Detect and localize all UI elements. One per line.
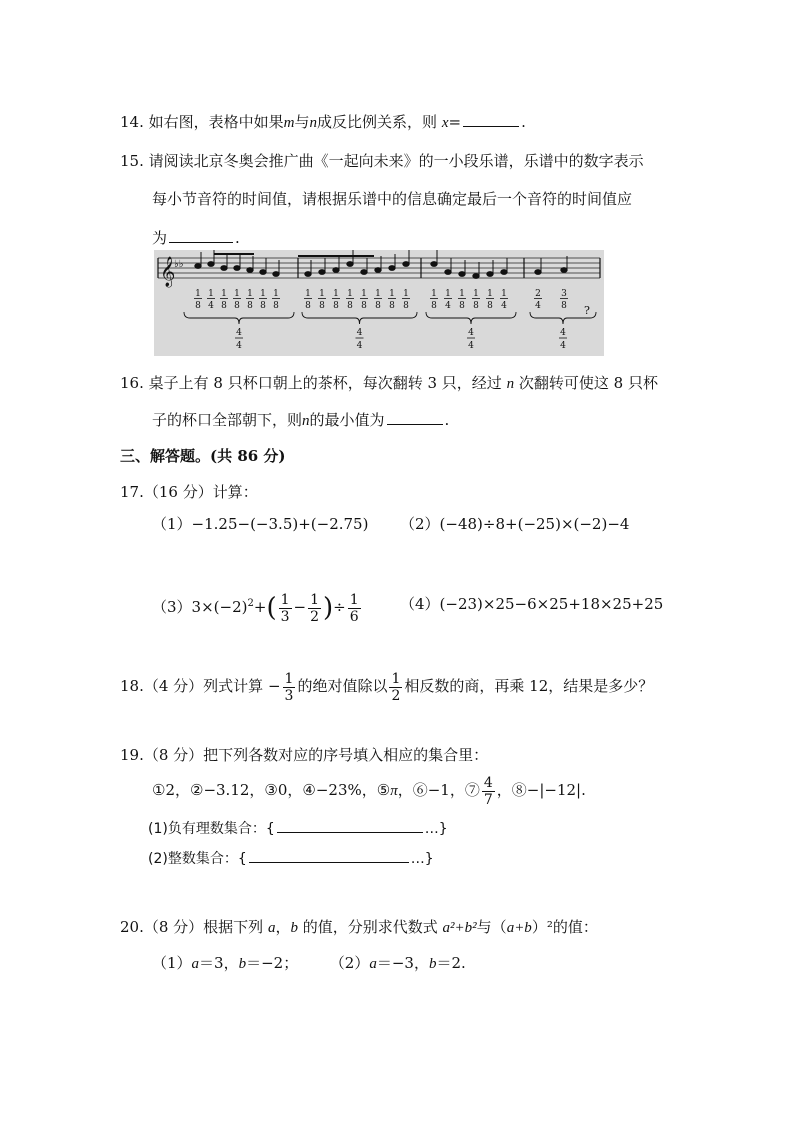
music-score-figure (154, 250, 604, 356)
fraction-numerator: 1 (375, 289, 381, 299)
var-a: a (267, 920, 276, 936)
note-head (208, 262, 214, 267)
denominator: 2 (391, 687, 401, 704)
numerator: 4 (483, 774, 493, 791)
var-b: b (238, 956, 247, 972)
note-head (473, 274, 479, 279)
note-head (273, 272, 279, 277)
var-n: n (506, 376, 515, 392)
note-head (319, 270, 325, 275)
value: ＝2. (436, 954, 466, 972)
numerator: 1 (284, 670, 294, 687)
number-list: ①2，②−3.12，③0，④−23%，⑤ (152, 781, 391, 799)
q17-part1 (152, 514, 368, 534)
fraction-numerator: 1 (221, 289, 227, 299)
part-label: （3） (152, 598, 192, 616)
fraction-denominator: 8 (389, 301, 395, 311)
equals-sign: = (448, 113, 462, 131)
fraction-denominator: 8 (473, 301, 479, 311)
fraction-denominator: 8 (333, 301, 339, 311)
answer-blank[interactable] (387, 410, 443, 425)
fraction-numerator: 1 (208, 289, 214, 299)
question-17-head (120, 482, 258, 502)
denominator: 7 (483, 791, 493, 808)
value: ＝3， (199, 954, 239, 972)
fraction-denominator: 4 (208, 301, 214, 311)
question-text: 的最小值为 (309, 411, 385, 429)
note-head (333, 268, 339, 273)
expression: (−48)÷8+(−25)×(−2)−4 (439, 515, 630, 533)
question-mark: ? (584, 304, 590, 317)
question-text: 次翻转可使这 8 只杯 (518, 374, 658, 392)
note-head (487, 272, 493, 277)
fraction-denominator: 8 (487, 301, 493, 311)
fraction-denominator: 8 (459, 301, 465, 311)
part-label: （2） (329, 954, 370, 972)
fraction (482, 775, 495, 808)
answer-blank[interactable] (463, 112, 519, 127)
operator: + (253, 598, 267, 616)
note-head (431, 262, 437, 267)
period: . (235, 229, 240, 247)
treble-clef-icon: 𝄞 (160, 257, 176, 287)
q17-part3 (152, 586, 363, 625)
fraction-denominator: 8 (375, 301, 381, 311)
set-close: …} (410, 851, 434, 867)
part-label: （1） (152, 515, 192, 533)
denominator: 2 (310, 608, 320, 625)
var-m: m (283, 115, 295, 131)
fraction-numerator: 1 (319, 289, 325, 299)
fraction-denominator: 4 (535, 301, 541, 311)
fraction (389, 671, 402, 704)
question-number: 18. (120, 677, 144, 695)
fraction-denominator: 8 (361, 301, 367, 311)
note-head (305, 272, 311, 277)
answer-blank[interactable] (277, 818, 423, 833)
question-20 (120, 917, 598, 938)
question-text: 桌子上有 8 只杯口朝上的茶杯，每次翻转 3 只，经过 (148, 374, 502, 392)
question-number: 14. (120, 113, 144, 131)
question-text: 每小节音符的时间值，请根据乐谱中的信息确定最后一个音符的时间值应 (152, 190, 633, 208)
q20-cases (152, 953, 466, 974)
note-head (403, 262, 409, 267)
fraction-denominator: 8 (347, 301, 353, 311)
note-head (459, 272, 465, 277)
note-head (195, 264, 201, 269)
fraction-numerator: 1 (431, 289, 437, 299)
question-text: 为 (152, 229, 168, 247)
note-head (375, 268, 381, 273)
fraction-numerator: 3 (561, 289, 567, 299)
left-paren: ( (266, 593, 277, 623)
question-18 (120, 668, 653, 704)
fraction-numerator: 1 (473, 289, 479, 299)
fraction-numerator: 1 (273, 289, 279, 299)
question-15-line1 (120, 151, 644, 171)
fraction-numerator: 1 (260, 289, 266, 299)
var-a: a (369, 956, 377, 972)
q17-part2 (400, 514, 629, 534)
var-b: b (428, 956, 437, 972)
set-close: …} (424, 821, 448, 837)
question-text: 如右图，表格中如果 (148, 113, 284, 131)
question-text: 与（ (476, 918, 507, 936)
question-number: 19. (120, 746, 144, 764)
total-denominator: 4 (560, 341, 566, 351)
question-14 (120, 112, 526, 133)
fraction-denominator: 8 (403, 301, 409, 311)
total-denominator: 4 (236, 341, 242, 351)
fraction-denominator: 8 (260, 301, 266, 311)
note-head (247, 268, 253, 273)
denominator: 6 (349, 608, 359, 625)
q19-set-negative-rationals (148, 818, 448, 839)
total-numerator: 4 (560, 328, 566, 338)
operator: − (267, 677, 281, 695)
fraction-numerator: 1 (347, 289, 353, 299)
note-head (535, 270, 541, 275)
total-numerator: 4 (468, 328, 474, 338)
exponent: 2 (247, 598, 254, 609)
question-15-line2 (152, 189, 632, 209)
expression: −1.25−(−3.5)+(−2.75) (191, 515, 369, 533)
fraction-denominator: 4 (445, 301, 451, 311)
part-label: （2） (400, 515, 440, 533)
denominator: 3 (284, 687, 294, 704)
fraction-numerator: 1 (389, 289, 395, 299)
fraction-numerator: 1 (501, 289, 507, 299)
q17-part4 (400, 594, 663, 614)
fraction-denominator: 8 (234, 301, 240, 311)
right-paren: ) (323, 593, 334, 623)
numerator: 1 (349, 591, 359, 608)
part-label: （4） (400, 595, 440, 613)
var-n: n (309, 115, 318, 131)
fraction-numerator: 1 (333, 289, 339, 299)
note-head (347, 262, 353, 267)
fraction (283, 671, 296, 704)
question-text: 的绝对值除以 (297, 677, 388, 695)
fraction-numerator: 1 (234, 289, 240, 299)
question-text: （8 分）把下列各数对应的序号填入相应的集合里： (143, 746, 489, 764)
var-n: n (302, 413, 310, 429)
q19-number-list (152, 772, 586, 809)
set-label: (2)整数集合：{ (148, 851, 247, 867)
operator: ÷ (333, 598, 346, 616)
fraction-denominator: 8 (561, 301, 567, 311)
fraction-numerator: 1 (403, 289, 409, 299)
number-list: ，⑥−1，⑦ (397, 781, 480, 799)
fraction-numerator: 1 (361, 289, 367, 299)
numerator: 1 (391, 670, 401, 687)
answer-blank[interactable] (249, 848, 409, 863)
fraction-numerator: 1 (305, 289, 311, 299)
fraction-denominator: 4 (501, 301, 507, 311)
question-16-line1 (120, 373, 658, 394)
number-list: ，⑧−|−12|. (496, 781, 586, 799)
period: . (521, 113, 526, 131)
question-text: （8 分）根据下列 (143, 918, 264, 936)
question-15-line3 (152, 228, 240, 248)
total-denominator: 4 (356, 341, 363, 351)
note-head (501, 270, 507, 275)
note-head (561, 268, 567, 273)
value: ＝−3， (376, 954, 429, 972)
question-19-head (120, 745, 488, 765)
part-label: （1） (152, 954, 192, 972)
total-numerator: 4 (356, 328, 363, 338)
var-a: a (191, 956, 200, 972)
note-head (389, 266, 395, 271)
fraction-numerator: 2 (535, 289, 541, 299)
expression: 3×(−2) (191, 598, 248, 616)
period: . (444, 411, 450, 429)
note-head (260, 270, 266, 275)
fraction (308, 592, 321, 625)
fraction-denominator: 8 (431, 301, 437, 311)
fraction-denominator: 8 (221, 301, 227, 311)
fraction-denominator: 8 (319, 301, 325, 311)
fraction-denominator: 8 (195, 301, 201, 311)
answer-blank[interactable] (169, 228, 233, 243)
var-x: x (441, 115, 449, 131)
value: ＝−2； (246, 954, 299, 972)
fraction-denominator: 8 (247, 301, 253, 311)
question-text: 相反数的商，再乘 12，结果是多少？ (404, 677, 654, 695)
question-number: 17. (120, 483, 144, 501)
question-text: 成反比例关系，则 (317, 113, 438, 131)
expression: a+b (506, 920, 532, 936)
fraction (279, 592, 292, 625)
note-head (234, 266, 240, 271)
question-text: （4 分）列式计算 (143, 677, 264, 695)
numerator: 1 (310, 591, 320, 608)
fraction-denominator: 8 (305, 301, 311, 311)
expression: (−23)×25−6×25+18×25+25 (439, 595, 664, 613)
total-numerator: 4 (236, 328, 242, 338)
question-text: 的值，分别求代数式 (302, 918, 438, 936)
q19-set-integers (148, 848, 434, 869)
fraction-numerator: 1 (195, 289, 201, 299)
fraction-numerator: 1 (487, 289, 493, 299)
operator: − (293, 598, 307, 616)
question-text: （16 分）计算： (143, 483, 258, 501)
pi-symbol: π (390, 783, 398, 799)
question-text: 与 (294, 113, 310, 131)
question-text: 请阅读北京冬奥会推广曲《一起向未来》的一小段乐谱，乐谱中的数字表示 (148, 152, 644, 170)
fraction-numerator: 1 (247, 289, 253, 299)
question-text: 子的杯口全部朝下，则 (152, 411, 303, 429)
section-title: 三、解答题。(共 86 分) (120, 447, 286, 465)
question-number: 15. (120, 152, 144, 170)
set-label: (1)负有理数集合：{ (148, 821, 275, 837)
note-head (221, 266, 227, 271)
fraction-denominator: 8 (273, 301, 279, 311)
denominator: 3 (280, 608, 290, 625)
fraction-numerator: 1 (445, 289, 451, 299)
fraction (348, 592, 361, 625)
numerator: 1 (280, 591, 290, 608)
fraction-numerator: 1 (459, 289, 465, 299)
flat-sign-icon: ♭♭ (174, 259, 184, 270)
note-head (445, 270, 451, 275)
note-head (361, 270, 367, 275)
var-b: b (290, 920, 298, 936)
question-16-line2 (152, 410, 449, 431)
comma: ， (275, 918, 291, 936)
question-text: ）²的值： (531, 918, 598, 936)
question-number: 20. (120, 918, 144, 936)
expression: a²+b² (442, 920, 477, 936)
total-denominator: 4 (468, 341, 474, 351)
question-number: 16. (120, 374, 144, 392)
